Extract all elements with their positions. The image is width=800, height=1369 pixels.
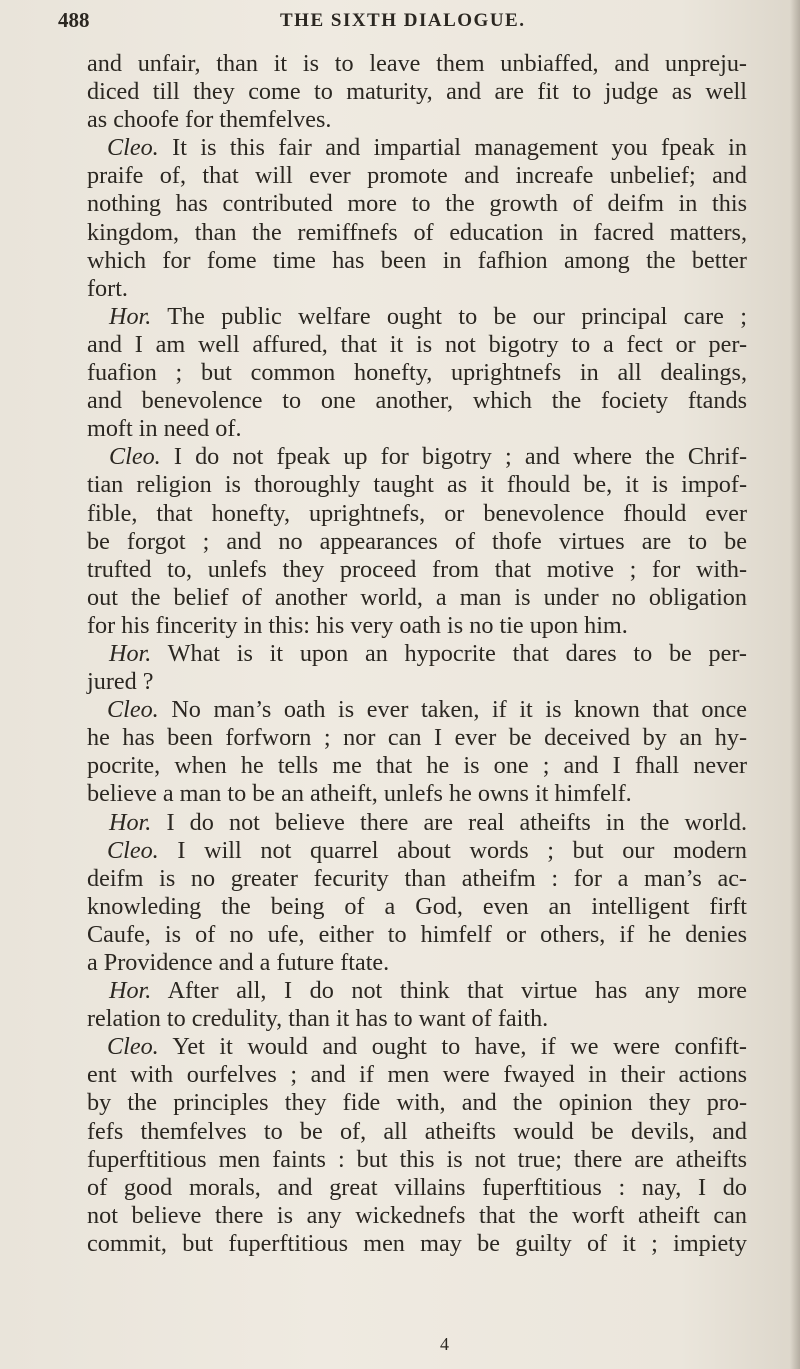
line-text: Yet it would and ought to have, if we were confift- [158, 1033, 747, 1061]
text-line [87, 1033, 747, 1061]
text-line [87, 1118, 747, 1146]
line-text: No man’s oath is ever taken, if it is known that once [158, 696, 747, 724]
line-text: and I am well affured, that it is not bigotry to a fect or per- [87, 330, 747, 358]
text-line [87, 387, 747, 415]
line-text: by the principles they fide with, and the opinion they pro- [87, 1089, 747, 1117]
line-text: commit, but fuperftitious men may be guilty of it ; impiety [87, 1229, 747, 1257]
line-text: as choofe for themfelves. [87, 106, 332, 134]
speaker-name: Cleo. [107, 836, 159, 864]
text-line [87, 134, 747, 162]
line-text: I do not believe there are real atheifts in the world. [151, 808, 747, 836]
line-text: deifm is no greater fecurity than atheifm : for a man’s ac- [87, 864, 747, 892]
line-text: knowleding the being of a God, even an intelligent firft [87, 892, 747, 920]
line-text: of good morals, and great villains fuperftitious : nay, I do [87, 1173, 747, 1201]
line-text: trufted to, unlefs they proceed from that motive ; for with- [87, 555, 747, 583]
line-text: believe a man to be an atheift, unlefs he owns it himfelf. [87, 780, 632, 808]
text-line [87, 752, 747, 780]
text-line [87, 1005, 747, 1033]
text-line [87, 612, 747, 640]
text-line [87, 247, 747, 275]
text-line [87, 921, 747, 949]
text-line [87, 359, 747, 387]
running-head: THE SIXTH DIALOGUE. [280, 10, 526, 31]
line-text: tian religion is thoroughly taught as it fhould be, it is impof- [87, 471, 747, 499]
line-text: be forgot ; and no appearances of thofe virtues are to be [87, 527, 747, 555]
line-text: praife of, that will ever promote and increafe unbelief; and [87, 162, 747, 190]
text-line [87, 415, 747, 443]
text-line [87, 865, 747, 893]
line-text: fuperftitious men faints : but this is not true; there are atheifts [87, 1145, 747, 1173]
text-line [87, 1230, 747, 1258]
line-text: moft in need of. [87, 415, 242, 443]
line-text: for his fincerity in this: his very oath is no tie upon him. [87, 611, 628, 639]
line-text: diced till they come to maturity, and are fit to judge as well [87, 78, 747, 106]
line-text: fuafion ; but common honefty, uprightnefs in all dealings, [87, 359, 747, 387]
speaker-name: Cleo. [107, 1033, 159, 1061]
text-line [87, 780, 747, 808]
line-text: and benevolence to one another, which the fociety ftands [87, 387, 747, 415]
text-line [87, 500, 747, 528]
line-text: fort. [87, 274, 128, 302]
line-text: Caufe, is of no ufe, either to himfelf or others, if he denies [87, 920, 747, 948]
text-line [87, 528, 747, 556]
page-number: 488 [58, 8, 90, 32]
line-text: which for fome time has been in fafhion among the better [87, 246, 747, 274]
text-line [87, 331, 747, 359]
line-text: not believe there is any wickednefs that the worft atheift can [87, 1201, 747, 1229]
text-line [87, 556, 747, 584]
speaker-name: Hor. [109, 808, 152, 836]
line-text: a Providence and a future ftate. [87, 949, 390, 976]
line-text: I will not quarrel about words ; but our modern [158, 836, 747, 864]
line-text: The public welfare ought to be our principal care ; [151, 302, 747, 330]
speaker-name: Cleo. [107, 134, 159, 162]
dialogue-text [87, 50, 747, 1258]
line-text: ent with ourfelves ; and if men were fwayed in their actions [87, 1061, 747, 1089]
text-line [87, 837, 747, 865]
speaker-name: Cleo. [107, 696, 159, 724]
line-text: I do not fpeak up for bigotry ; and where the Chrif- [160, 443, 747, 471]
line-text: It is this fair and impartial management you fpeak in [158, 134, 747, 162]
text-line [87, 893, 747, 921]
text-line [87, 809, 747, 837]
text-line [87, 584, 747, 612]
text-line [87, 1146, 747, 1174]
text-line [87, 471, 747, 499]
line-text: After all, I do not think that virtue has any more [151, 977, 747, 1005]
text-line [87, 1174, 747, 1202]
line-text: kingdom, than the remiffnefs of education in facred matters, [87, 218, 747, 246]
text-line [87, 724, 747, 752]
line-text: he has been forfworn ; nor can I ever be deceived by an hy- [87, 724, 747, 752]
text-line [87, 219, 747, 247]
line-text: jured ? [87, 668, 154, 696]
speaker-name: Cleo. [109, 443, 161, 471]
text-line [87, 50, 747, 78]
speaker-name: Hor. [109, 639, 152, 667]
text-line [87, 162, 747, 190]
text-line [87, 977, 747, 1005]
speaker-name: Hor. [109, 977, 152, 1005]
page-header [58, 8, 738, 38]
text-line [87, 443, 747, 471]
text-line [87, 668, 747, 696]
text-line [87, 190, 747, 218]
line-text: and unfair, than it is to leave them unbiaffed, and unpreju- [87, 50, 747, 77]
line-text: What is it upon an hypocrite that dares to be per- [151, 639, 747, 667]
text-line [87, 1089, 747, 1117]
text-line [87, 696, 747, 724]
line-text: relation to credulity, than it has to want of faith. [87, 1005, 549, 1033]
text-line [87, 78, 747, 106]
line-text: nothing has contributed more to the growth of deifm in this [87, 190, 747, 218]
line-text: fefs themfelves to be of, all atheifts would be devils, and [87, 1117, 747, 1145]
text-line [87, 106, 747, 134]
line-text: out the belief of another world, a man is under no obligation [87, 583, 747, 611]
text-line [87, 949, 747, 977]
text-line [87, 275, 747, 303]
speaker-name: Hor. [109, 302, 152, 330]
line-text: fible, that honefty, uprightnefs, or benevolence fhould ever [87, 499, 747, 527]
page-edge-shadow [790, 0, 800, 1369]
line-text: pocrite, when he tells me that he is one ; and I fhall never [87, 752, 747, 780]
text-line [87, 1061, 747, 1089]
text-line [87, 640, 747, 668]
text-line [87, 1202, 747, 1230]
signature-mark: 4 [440, 1334, 449, 1354]
text-line [87, 303, 747, 331]
